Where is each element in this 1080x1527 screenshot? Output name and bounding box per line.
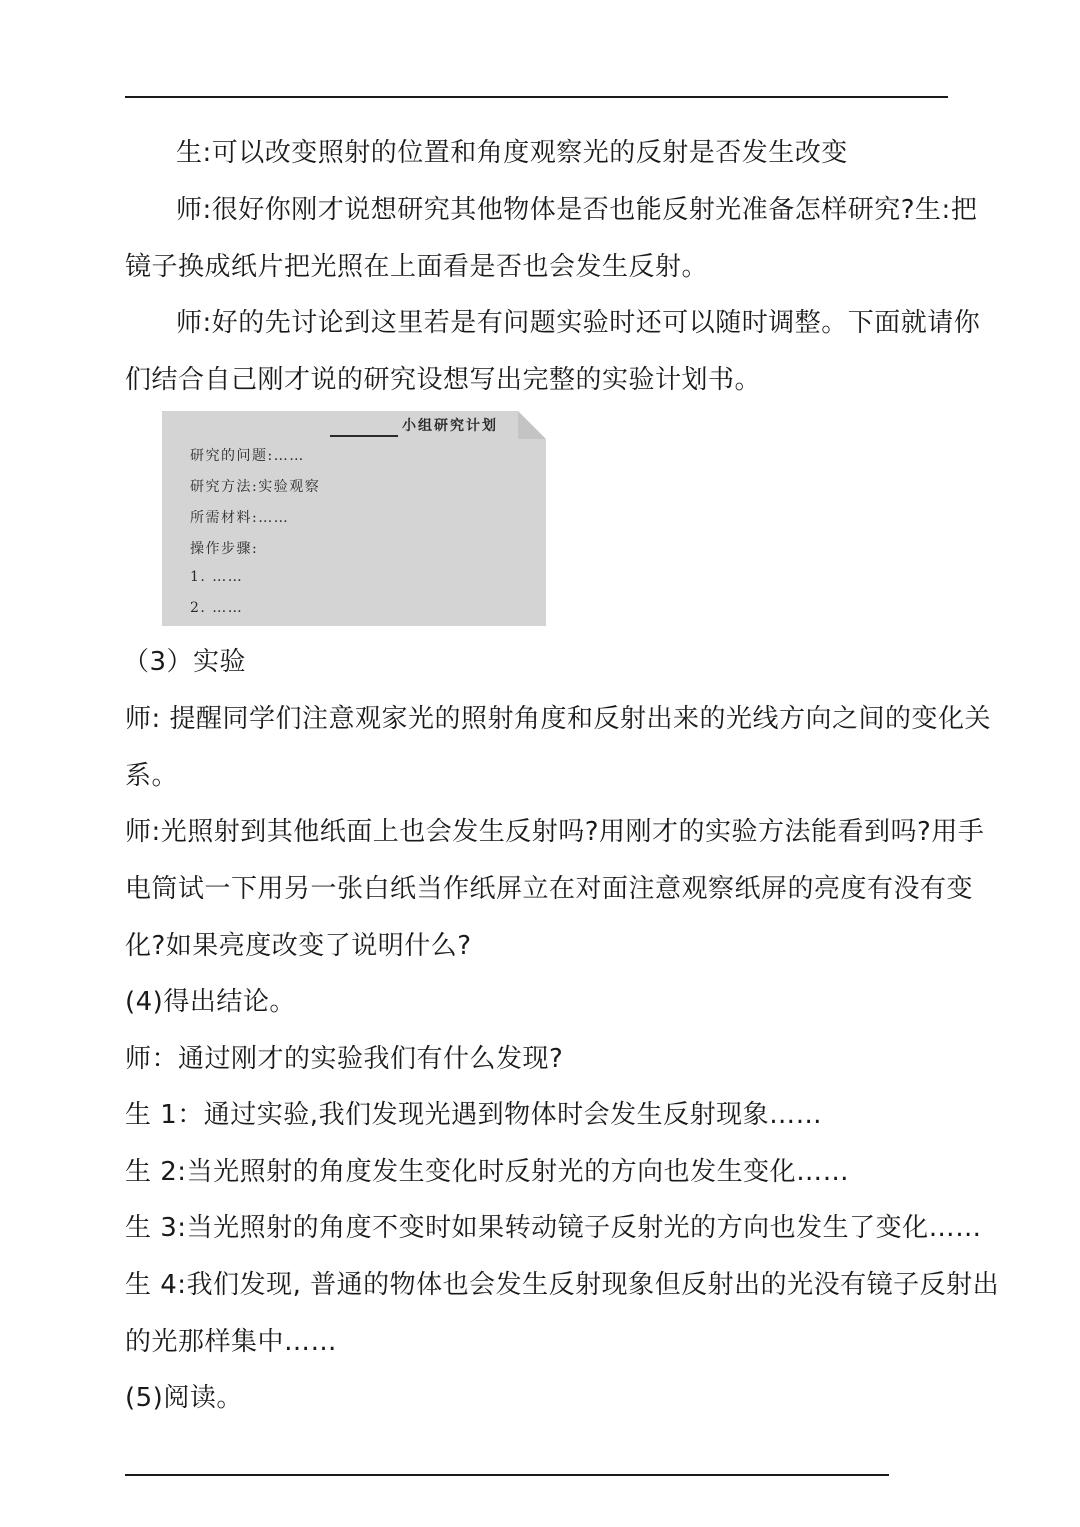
paragraph-line: 生 3:当光照射的角度不变时如果转动镜子反射光的方向也发生了变化……: [125, 1213, 982, 1243]
plan-line: 所需材料:……: [190, 510, 290, 526]
paragraph-line: 化?如果亮度改变了说明什么?: [125, 931, 472, 961]
paragraph-line: 生 4:我们发现, 普通的物体也会发生反射现象但反射出的光没有镜子反射出: [125, 1270, 1000, 1300]
group-name-blank: [330, 435, 398, 437]
paragraph-line: 系。: [125, 761, 179, 791]
research-plan-figure: [162, 411, 546, 626]
header-rule: [125, 96, 948, 98]
plan-line: 操作步骤:: [190, 541, 259, 557]
paragraph-line: 师:光照射到其他纸面上也会发生反射吗?用刚才的实验方法能看到吗?用手: [125, 817, 985, 847]
paragraph-line: 们结合自己刚才说的研究设想写出完整的实验计划书。: [125, 365, 762, 395]
paragraph-line: 生:可以改变照射的位置和角度观察光的反射是否发生改变: [176, 138, 848, 168]
plan-line: 1. ……: [190, 569, 244, 585]
plan-line: 2. ……: [190, 600, 244, 616]
paragraph-line: 师:好的先讨论到这里若是有问题实验时还可以随时调整。下面就请你: [176, 308, 981, 338]
paragraph-line: 生 1：通过实验,我们发现光遇到物体时会发生反射现象……: [125, 1100, 823, 1130]
section-heading: (5)阅读。: [125, 1383, 243, 1413]
plan-title: 小组研究计划: [402, 418, 498, 434]
plan-line: 研究的问题:……: [190, 448, 305, 464]
folded-corner: [518, 411, 546, 439]
paragraph-line: 师: 提醒同学们注意观家光的照射角度和反射出来的光线方向之间的变化关: [125, 704, 992, 734]
footer-rule: [125, 1474, 889, 1476]
section-heading: (4)得出结论。: [125, 987, 296, 1017]
paragraph-line: 镜子换成纸片把光照在上面看是否也会发生反射。: [125, 252, 709, 282]
paragraph-line: 师:很好你刚才说想研究其他物体是否也能反射光准备怎样研究?生:把: [176, 195, 978, 225]
paragraph-line: 电筒试一下用另一张白纸当作纸屏立在对面注意观察纸屏的亮度有没有变: [125, 874, 974, 904]
paragraph-line: 师：通过刚才的实验我们有什么发现?: [125, 1044, 564, 1074]
paragraph-line: 生 2:当光照射的角度发生变化时反射光的方向也发生变化……: [125, 1157, 850, 1187]
section-heading: （3）实验: [123, 647, 247, 677]
paragraph-line: 的光那样集中……: [125, 1327, 338, 1357]
plan-line: 研究方法:实验观察: [190, 479, 321, 495]
